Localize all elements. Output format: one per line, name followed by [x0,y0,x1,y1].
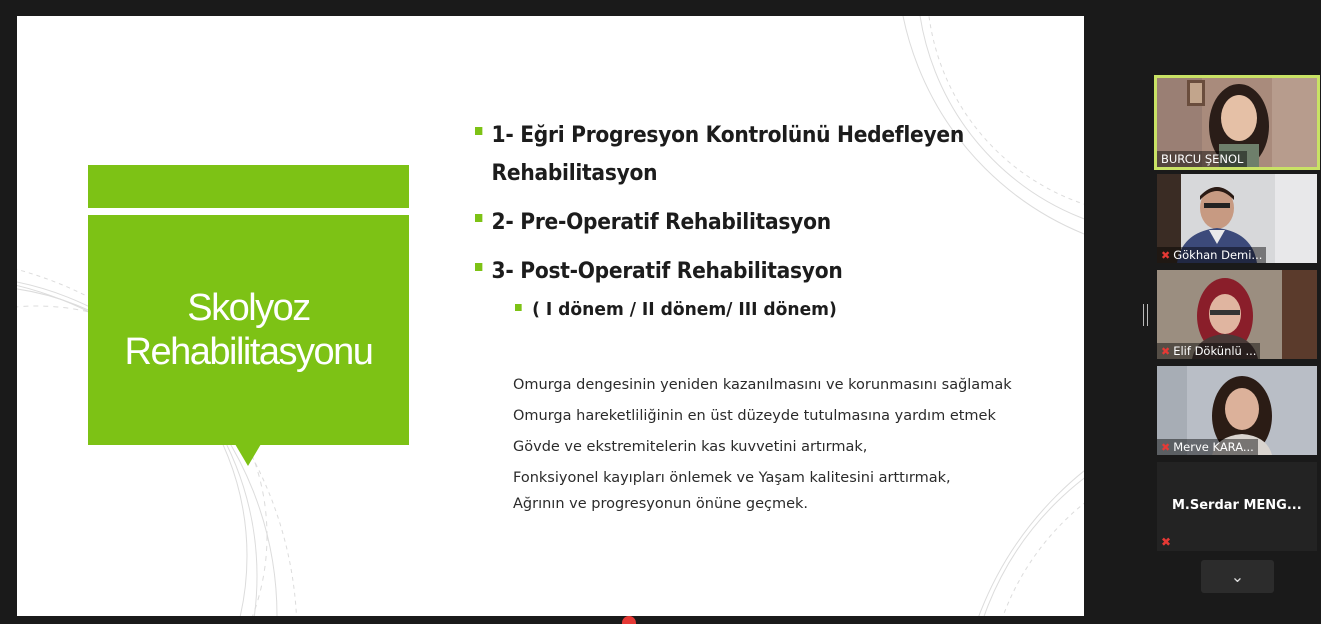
participant-tile[interactable] [1157,366,1317,455]
sub-bullet-text: ( I dönem / II dönem/ III dönem) [532,299,837,320]
bullet-list [475,117,1035,324]
bullet-2-text: 2- Pre-Operatif Rehabilitasyon [491,210,831,235]
title-accent-bar [88,165,409,208]
participant-tile[interactable] [1157,78,1317,167]
share-indicator-icon [622,616,636,624]
mic-muted-icon: ✖ [1161,345,1171,358]
slide-title-line-2: Rehabilitasyonu [124,331,373,373]
slide-title-line-1: Skolyoz [187,287,310,329]
goals-text [513,372,1013,517]
goal-line-3: Gövde ve ekstremitelerin kas kuvvetini artırmak, [513,439,868,455]
bullet-square-icon [475,263,482,271]
mic-muted-icon: ✖ [1161,441,1171,454]
drag-handle-icon[interactable] [1143,304,1148,326]
goal-line-4: Fonksiyonel kayıpları önlemek ve Yaşam kalitesini arttırmak, Ağrının ve progresyonun önüne geçmek. [513,470,951,512]
sub-bullet [515,296,1009,324]
slide-title-box [88,215,409,445]
bullet-square-icon [475,214,482,222]
bullet-item-1 [475,117,990,193]
participant-tile[interactable] [1157,462,1317,551]
participant-name: ✖ Gökhan Demi... [1157,247,1266,263]
participant-name: BURCU ŞENOL [1157,151,1247,167]
bullet-1-line-1: 1- Eğri Progresyon Kontrolünü Hedefleyen [491,123,964,148]
participant-tile[interactable] [1157,270,1317,359]
goal-line-1: Omurga dengesinin yeniden kazanılmasını ve korunmasını sağlamak [513,377,1012,393]
participant-tile[interactable] [1157,174,1317,263]
bullet-1-line-2: Rehabilitasyon [491,161,658,186]
chevron-down-icon: ⌄ [1230,567,1245,586]
title-box-pointer [235,444,261,466]
bullet-square-icon [515,304,522,311]
bullet-square-icon [475,127,482,135]
mic-muted-icon: ✖ [1161,535,1172,549]
participant-name: ✖ Merve KARA... [1157,439,1258,455]
participant-name: ✖ Elif Dökünlü ... [1157,343,1260,359]
bullet-item-3 [475,253,990,291]
participant-name: M.Serdar MENG... [1172,498,1302,513]
bullet-item-2 [475,204,990,242]
goal-line-2: Omurga hareketliliğinin en üst düzeyde tutulmasına yardım etmek [513,408,996,424]
mic-muted-icon: ✖ [1161,249,1171,262]
presentation-slide [17,16,1084,616]
scroll-down-button[interactable] [1201,560,1274,593]
bullet-3-text: 3- Post-Operatif Rehabilitasyon [491,259,843,284]
